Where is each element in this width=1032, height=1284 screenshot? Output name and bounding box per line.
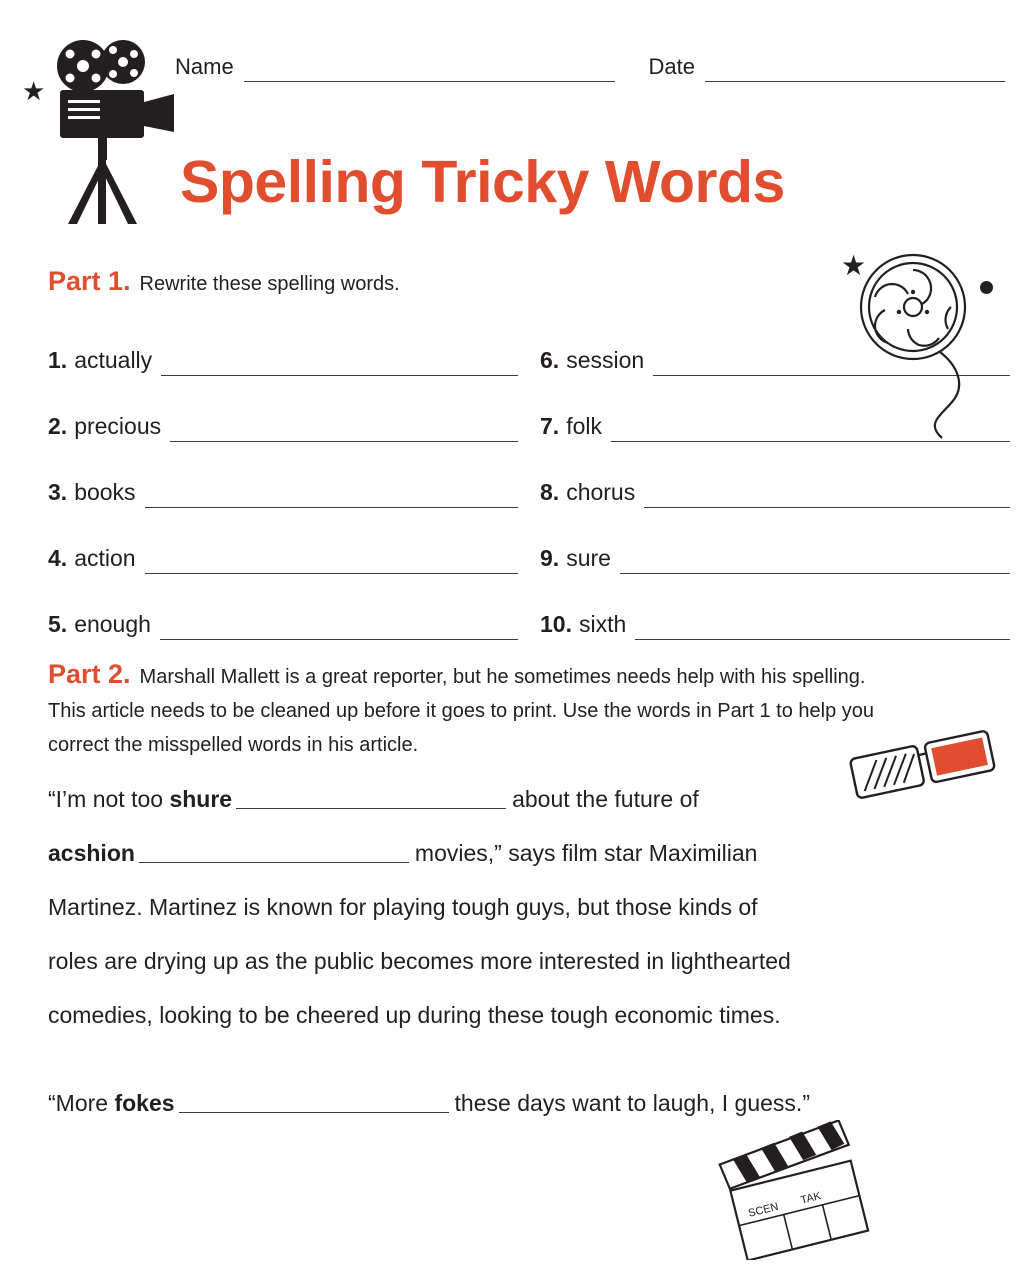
word-text: folk [566,413,602,439]
word-number: 6. [540,347,560,373]
article-text: these days want to laugh, I guess.” [454,1090,810,1116]
word-row [48,376,518,442]
word-row [48,442,518,508]
star-icon: ★ [22,76,46,106]
misspelled-word: shure [169,786,233,812]
word-row [48,310,518,376]
word-text: chorus [566,479,636,505]
article-paragraph-1 [48,772,948,1042]
date-label: Date [648,54,695,79]
part1-left-column [48,310,518,640]
word-row [48,508,518,574]
word-text: enough [74,611,151,637]
word-number: 3. [48,479,68,505]
clapperboard-icon [706,1120,876,1260]
name-date-header [175,48,1005,82]
name-input-line[interactable] [244,55,615,82]
misspelled-word: fokes [114,1090,175,1116]
word-number: 1. [48,347,68,373]
word-write-line[interactable] [620,551,1010,574]
word-write-line[interactable] [635,617,1010,640]
word-text: actually [74,347,153,373]
word-write-line[interactable] [145,485,518,508]
correction-blank[interactable] [179,1092,449,1113]
date-input-line[interactable] [705,55,1005,82]
misspelled-word: acshion [48,840,135,866]
article-text: “More [48,1090,115,1116]
word-number: 5. [48,611,68,637]
word-write-line[interactable] [161,353,518,376]
svg-text:TAK: TAK [799,1190,823,1207]
word-write-line[interactable] [145,551,518,574]
word-row [540,442,1010,508]
part2-label: Part 2. [48,659,131,689]
part1-instructions: Rewrite these spelling words. [139,273,400,295]
correction-blank[interactable] [139,842,409,863]
article-text: “I’m not too [48,786,170,812]
article-text: roles are drying up as the public becomes more interested in lighthearted [48,948,791,974]
word-text: session [566,347,645,373]
word-write-line[interactable] [170,419,518,442]
word-number: 10. [540,611,572,637]
svg-text:SCEN: SCEN [747,1200,780,1220]
word-row [540,508,1010,574]
article-text: comedies, looking to be cheered up during these tough economic times. [48,1002,781,1028]
part2-heading [48,660,878,765]
word-write-line[interactable] [644,485,1010,508]
part2-article [48,772,948,1130]
part1-heading [48,266,400,297]
page-title: Spelling Tricky Words [180,149,785,215]
word-number: 9. [540,545,560,571]
article-text: movies,” says film star Maximilian [414,840,758,866]
star-icon: ★ [841,250,867,281]
word-write-line[interactable] [160,617,518,640]
word-number: 7. [540,413,560,439]
correction-blank[interactable] [236,788,506,809]
reel-dot-icon [980,281,993,294]
word-text: sure [566,545,611,571]
part2-instructions: Marshall Mallett is a great reporter, but he sometimes needs help with his spelling. This article needs to be cleaned up before it goes to print. Use the words in Part 1 to help you correct the misspelled words in his article. [48,666,875,756]
word-text: action [74,545,136,571]
word-number: 8. [540,479,560,505]
word-number: 2. [48,413,68,439]
word-number: 4. [48,545,68,571]
word-row [48,574,518,640]
word-row [540,574,1010,640]
movie-camera-icon [28,28,188,228]
name-label: Name [175,54,234,79]
part1-label: Part 1. [48,266,131,296]
article-text: Martinez. Martinez is known for playing tough guys, but those kinds of [48,894,758,920]
article-text: about the future of [512,786,699,812]
word-text: sixth [578,611,627,637]
word-text: books [74,479,136,505]
word-text: precious [74,413,162,439]
